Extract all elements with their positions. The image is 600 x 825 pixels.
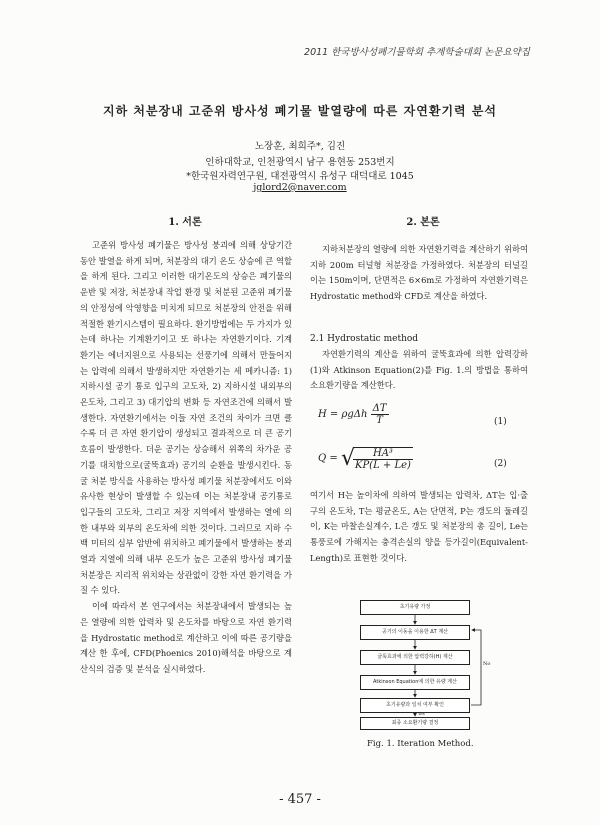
main-heading: 2. 본론 (406, 217, 440, 228)
flow-step-check: 초기유량과 일치 여부 확인 (360, 698, 470, 713)
hydrostatic-subheading: 2.1 Hydrostatic method (310, 334, 419, 344)
affiliation-2: *한국원자력연구원, 대전광역시 유성구 대덕대로 1045 (186, 171, 414, 182)
author-names: 노장훈, 최희주*, 김진 (254, 141, 346, 152)
paper-title: 지하 처분장내 고준위 방사성 폐기물 발열량에 따른 자연환기력 분석 (102, 104, 497, 118)
eq2-label: (2) (494, 459, 507, 469)
sqrt-body (353, 447, 413, 471)
eq2-denominator: KP(L + Le) (354, 459, 411, 471)
sqrt-icon: √ (340, 446, 355, 471)
right-para-2 (310, 347, 528, 394)
author-email[interactable]: jglord2@naver.com (253, 182, 347, 193)
flow-step-pressure-drop: 굴뚝효과에 의한 압력강하(H) 계산 (360, 650, 470, 665)
affiliation-1: 인하대학교, 인천광역시 남구 용현동 253번지 (205, 157, 395, 168)
intro-paragraph-1: 고준위 방사성 폐기물은 방사성 붕괴에 의해 상당기간 동안 발열을 하게 되며, 처분장의 대기 온도 상승에 큰 역할을 하게 된다. 그리고 이러한 대기온도의 상승은 폐기물의 운반 및 저장, 처분장내 작업 환경 및 처분된 고준위 폐기물의 안정성에 악영향을 미치게 되므로 처분장의 안전을 위해 적절한 환기시스템이 필요하다. 환기방법에는 두 가지가 있는데 하나는 기계환기이고 또 하나는 자연환기이다. 기계 환기는 에너지원으로 사용되는 선풍기에 의해서 만들어지는 압력에 의해서 발생하지만 자연환기는 세 메카니즘: 1) 지하시설 공기 통로 입구의 고도차, 2) 지하시설 내외부의 온도차, 그리고 3) 대기압의 변화 등 자연조건에 의해서 발생한다. 자연환기에서는 이들 자연 조건의 차이가 크면 클수록 더 큰 자연 환기압이 생성되고 결과적으로 더 큰 공기흐름이 발생한다. 더운 공기는 상승해서 위쪽의 차가운 공기를 대치함으로(굴뚝효과) 공기의 순환을 발생시킨다. 동굴 처분 방식을 사용하는 방사성 폐기물 처분장에서도 이와 유사한 현상이 발생할 수 있는데 이는 처분장내 공기통로 입구들의 고도차, 그리고 저장 지역에서 발생하는 열에 의한 내부와 외부의 온도차에 의한 것이다. 그러므로 지하 수백 미터의 심부 암반에 위치하고 폐기물에서 발생하는 붕괴열과 지열에 의해 내부 온도가 높은 고준위 방사성 폐기물 처분장은 지리적 위치와는 상관없이 강한 자연 환기력을 가질 수 있다. (80, 240, 292, 596)
conference-header: 2011 한국방사성폐기물학회 추계학술대회 논문요약집 (304, 47, 530, 58)
eq1-lhs: H = ρgΔh (318, 409, 368, 420)
eq2-fraction (353, 448, 413, 471)
eq2-lhs: Q = (318, 453, 338, 464)
flow-no-label: No (483, 661, 491, 667)
intro-paragraph-2: 이에 따라서 본 연구에서는 처분장내에서 발생되는 높은 열량에 의한 압력차 및 온도차를 바탕으로 자연 환기력을 Hydrostatic method로 계산하고 이에 따른 공기량을 계산 한 후에, CFD(Phoenics 2010)해석을 바탕으로 계산식의 검증 및 분석을 실시하였다. (80, 601, 292, 674)
right-para-1 (310, 242, 528, 305)
iteration-flowchart (335, 597, 495, 729)
eq1-fraction (371, 403, 389, 426)
method-paragraph: 지하처분장의 열량에 의한 자연환기력을 계산하기 위하여 지하 200m 터널형 처분장을 가정하였다. 처분장의 터널길이는 150m이며, 단면적은 6×6m로 가정하여 자연환기력은 Hydrostatic method와 CFD로 계산을 하였다. (310, 244, 528, 302)
equation-1 (318, 403, 389, 426)
flow-yes-label: Yes (418, 711, 425, 716)
page-number: - 457 - (279, 792, 321, 807)
flow-step-atkinson: Atkinson Equation에 의한 유량 계산 (360, 675, 470, 690)
email-line (0, 182, 600, 193)
calc-paragraph: 자연환기력의 계산을 위하여 굴뚝효과에 의한 압력강하(1)와 Atkinson Equation(2)를 Fig. 1.의 방법을 통하여 소요환기량을 계산한다. (310, 349, 528, 391)
intro-heading: 1. 서론 (168, 217, 202, 228)
eq2-numerator: HA³ (353, 448, 413, 460)
eq1-label: (1) (494, 417, 507, 427)
variables-paragraph: 여기서 H는 높이차에 의하여 발생되는 압력차, ΔT는 입·출구의 온도차, T는 평균온도, A는 단면적, P는 갱도의 둘레길이, K는 마찰손실계수, L은 갱도 및 처분장의 총 길이, Le는 통풍로에 가해지는 충격손실의 양을 등가길이(Equivalent-Length)로 표현한 것이다. (310, 490, 528, 563)
eq1-denominator: T (376, 415, 383, 426)
flow-step-delta-t: 공기의 이동을 이용한 ΔT 계산 (360, 625, 470, 640)
left-column (80, 238, 292, 678)
equation-2 (318, 446, 413, 471)
flow-step-final: 최종 소요환기량 결정 (360, 717, 470, 730)
eq1-numerator: ΔT (372, 403, 387, 414)
flow-step-initial-flow: 초기유량 가정 (360, 600, 470, 615)
figure-caption: Fig. 1. Iteration Method. (367, 739, 474, 749)
right-para-3 (310, 488, 528, 567)
